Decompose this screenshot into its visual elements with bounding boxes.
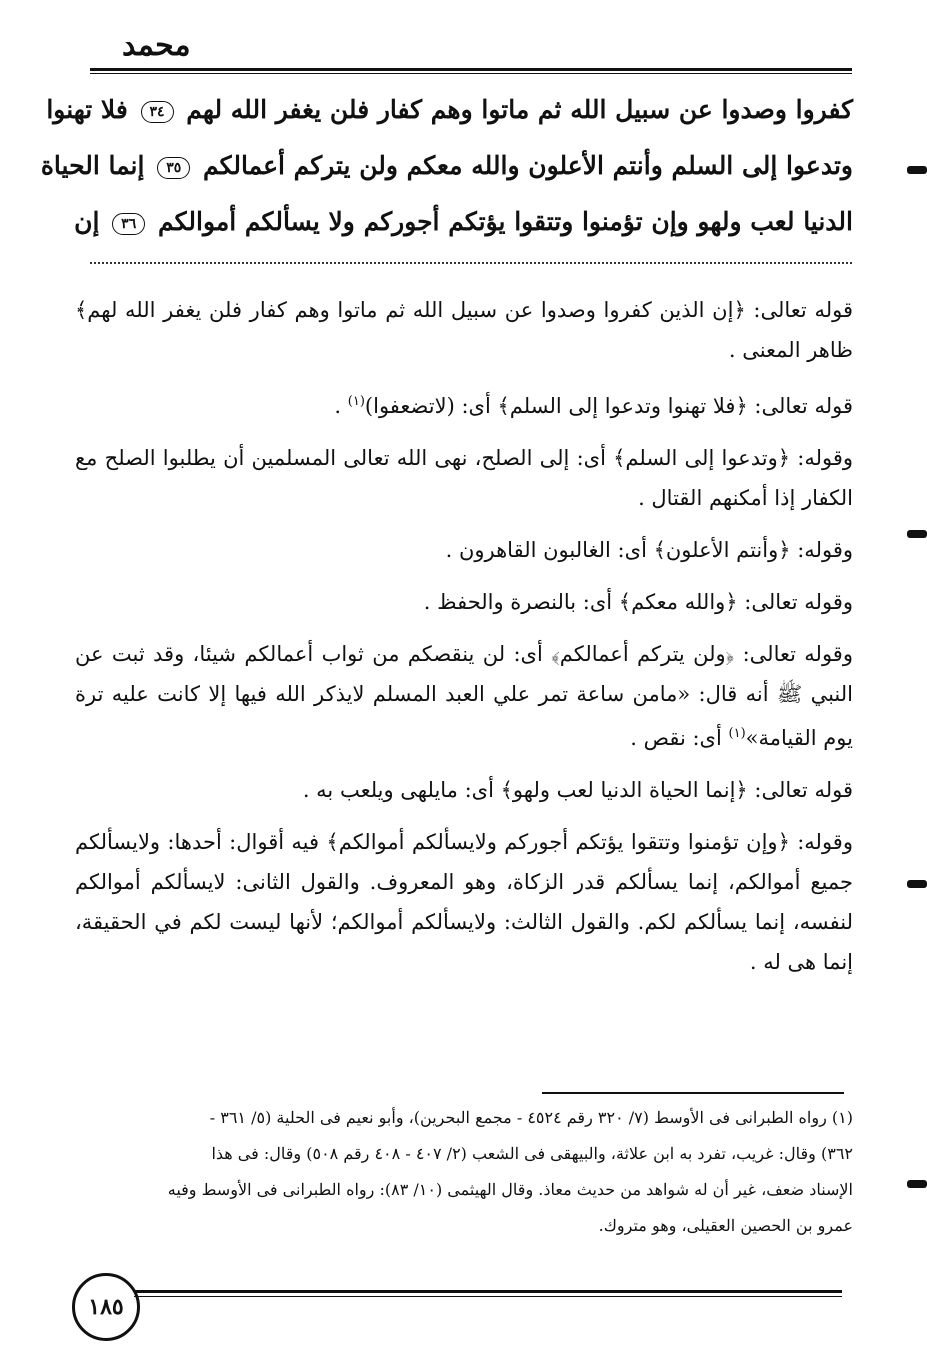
- quran-verses-block: [40, 82, 853, 250]
- quran-line-tail: فلا تهنوا: [46, 95, 128, 124]
- footnote-line: عمرو بن الحصين العقيلى، وهو متروك.: [598, 1216, 853, 1235]
- quran-line-text: وتدعوا إلى السلم وأنتم الأعلون والله معكم ولن يتركم أعمالكم: [202, 151, 853, 180]
- header-rule-thin: [90, 73, 852, 74]
- quran-line-1: [46, 82, 853, 138]
- footer-rule-thick: [134, 1290, 842, 1293]
- footnote-line: (١) رواه الطبرانى فى الأوسط (٧/ ٣٢٠ رقم ٤٥٢٤ - مجمع البحرين)، وأبو نعيم فى الحلية (٥/ ٣٦١ -: [209, 1108, 853, 1127]
- footnote-line: الإسناد ضعف، غير أن له شواهد من حديث معاذ. وقال الهيثمى (١٠/ ٨٣): رواه الطبرانى فى الأوسط وفيه: [167, 1180, 853, 1199]
- footnote-line: ٣٦٢) وقال: غريب، تفرد به ابن علاثة، والبيهقى فى الشعب (٢/ ٤٠٧ - ٤٠٨ رقم ٥٠٨) وقال: فى هذا: [211, 1144, 853, 1163]
- footnote-reference: (١): [728, 726, 746, 741]
- footnote-separator: [542, 1092, 844, 1094]
- quran-line-tail: إن: [74, 207, 100, 236]
- page-number: ١٨٥: [88, 1294, 124, 1320]
- paragraph-text: قوله تعالى: ﴿إن الذين كفروا وصدوا عن سبيل الله ثم ماتوا وهم كفار فلن يغفر الله لهم﴾ ظاهر المعنى .: [75, 298, 853, 362]
- margin-mark: [907, 880, 927, 888]
- margin-mark: [907, 1180, 927, 1188]
- page-number-circle: [72, 1273, 140, 1341]
- paragraph-text: وقوله: ﴿وإن تؤمنوا وتتقوا يؤتكم أجوركم ولايسألكم أموالكم﴾ فيه أقوال: أحدها: ولايسألكم جميع أموالكم، إنما يسألكم قدر الزكاة، وهو المعروف. والقول الثانى: لايسألكم أموالكم لنفسه، إنما يسألكم لكم. والقول الثالث: ولايسألكم أموالكم؛ لأنها ليست لكم في الحقيقة، إنما هى له .: [75, 830, 853, 974]
- footer-rule-thin: [134, 1296, 842, 1297]
- quran-line-text: الدنيا لعب ولهو وإن تؤمنوا وتتقوا يؤتكم أجوركم ولا يسألكم أموالكم: [157, 207, 853, 236]
- quran-line-2: [40, 138, 853, 194]
- paragraph-text: قوله تعالى: ﴿إنما الحياة الدنيا لعب ولهو﴾ أى: مايلهى ويلعب به .: [302, 778, 853, 802]
- tafsir-paragraph: [75, 582, 853, 622]
- surah-title: محمد: [122, 28, 191, 63]
- ayah-number-marker: ٣٦: [112, 213, 145, 235]
- quran-line-3: [75, 194, 853, 250]
- footnote-reference: (١): [347, 394, 365, 409]
- paragraph-end: أى: نقص .: [630, 726, 722, 750]
- paragraph-text: وقوله تعالى: ﴿ولن يتركم أعمالكم﴾ أى: لن ينقصكم من ثواب أعمالكم شيئا، وقد ثبت عن النبي ﷺ أنه قال: «مامن ساعة تمر علي العبد المسلم لايذكر الله فيها إلا كانت عليه ترة يوم القيامة»: [75, 642, 853, 750]
- margin-mark: [907, 166, 927, 174]
- ayah-number-marker: ٣٥: [157, 157, 190, 179]
- tafsir-paragraph: [75, 290, 853, 370]
- paragraph-end: .: [334, 394, 342, 418]
- tafsir-paragraph: [75, 822, 853, 982]
- margin-mark: [907, 530, 927, 538]
- tafsir-body: [75, 290, 853, 994]
- tafsir-paragraph: [75, 382, 853, 426]
- quran-line-text: كفروا وصدوا عن سبيل الله ثم ماتوا وهم كفار فلن يغفر الله لهم: [186, 95, 853, 124]
- tafsir-paragraph: [75, 438, 853, 518]
- header-rule-thick: [90, 68, 852, 71]
- paragraph-text: وقوله: ﴿وتدعوا إلى السلم﴾ أى: إلى الصلح، نهى الله تعالى المسلمين أن يطلبوا الصلح مع الكفار إذا أمكنهم القتال .: [75, 446, 853, 510]
- paragraph-text: وقوله: ﴿وأنتم الأعلون﴾ أى: الغالبون القاهرون .: [445, 538, 853, 562]
- tafsir-paragraph: [75, 770, 853, 810]
- quran-line-tail: إنما الحياة: [40, 151, 145, 180]
- tafsir-paragraph: [75, 530, 853, 570]
- paragraph-text: وقوله تعالى: ﴿والله معكم﴾ أى: بالنصرة والحفظ .: [423, 590, 853, 614]
- tafsir-paragraph: [75, 634, 853, 758]
- paragraph-text: قوله تعالى: ﴿فلا تهنوا وتدعوا إلى السلم﴾ أى: (لاتضعفوا): [364, 394, 853, 418]
- section-divider-dotted: [90, 262, 852, 264]
- ayah-number-marker: ٣٤: [141, 101, 174, 123]
- footnotes-block: [75, 1100, 853, 1244]
